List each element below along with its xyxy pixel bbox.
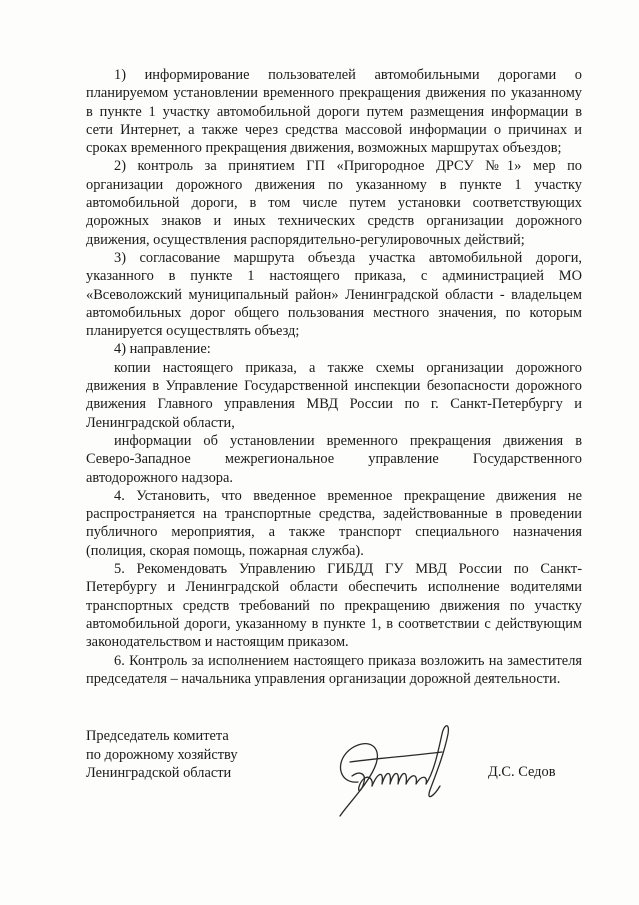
- signatory-title: [86, 727, 238, 783]
- paragraph-clause-5: 5. Рекомендовать Управлению ГИБДД ГУ МВД России по Санкт-Петербургу и Ленинградской области обеспечить исполнение водителями транспортных средств требований по прекращению движения по участку автомобильной дороги, указанному в пункте 1, в соответствии с действующим законодательством и настоящим приказом.: [86, 561, 582, 651]
- paragraph-item-3: 3) согласование маршрута объезда участка автомобильной дороги, указанного в пункте 1 настоящего приказа, с администрацией МО «Всеволожский муниципальный район» Ленинградской области - владельцем автомобильных дорог общего пользования местного значения, по которым планируется осуществлять объезд;: [86, 249, 582, 340]
- signatory-title-line-2: по дорожному хозяйству: [86, 746, 238, 763]
- paragraph-clause-4: 4. Установить, что введенное временное прекращение движения не распространяется на транспортные средства, задействованные в проведении публичного мероприятия, а также транспорт специального назначения (полиция, скорая помощь, пожарная служба).: [86, 487, 582, 559]
- paragraph-item-4-heading: 4) направление:: [114, 341, 211, 358]
- paragraph-clause-6: 6. Контроль за исполнением настоящего приказа возложить на заместителя председателя – начальника управления организации дорожной деятельности.: [86, 652, 582, 687]
- signatory-title-line-3: Ленинградской области: [86, 765, 232, 782]
- paragraph-item-1: 1) информирование пользователей автомобильными дорогами о планируемом установлении временного прекращения движения по указанному в пункте 1 участку автомобильной дороги путем размещения информации в сети Интернет, а также через средства массовой информации о причинах и сроках временного прекращения движения, возможных маршрутах объездов;: [86, 67, 582, 157]
- paragraph-info-direction: информации об установлении временного прекращения движения в Северо-Западное межрегиональное управление Государственного автодорожного надзора.: [86, 432, 582, 486]
- handwritten-signature-icon: [330, 712, 470, 822]
- signer-name: Д.С. Седов: [488, 764, 556, 780]
- document-body: [86, 66, 582, 688]
- paragraph-copy-direction: копии настоящего приказа, а также схемы организации дорожного движения в Управление Государственной инспекции безопасности дорожного движения Главного управления МВД России по г. Санкт-Петербургу и Ленинградской области,: [86, 359, 582, 431]
- paragraph-item-2: 2) контроль за принятием ГП «Пригородное ДРСУ №1» мер по организации дорожного движения по указанному в пункте 1 участку автомобильной дороги, в том числе путем установки соответствующих дорожных знаков и иных технических средств организации дорожного движения, осуществления распорядительно-регулировочных действий;: [86, 158, 582, 248]
- signatory-title-line-1: Председатель комитета: [86, 728, 229, 744]
